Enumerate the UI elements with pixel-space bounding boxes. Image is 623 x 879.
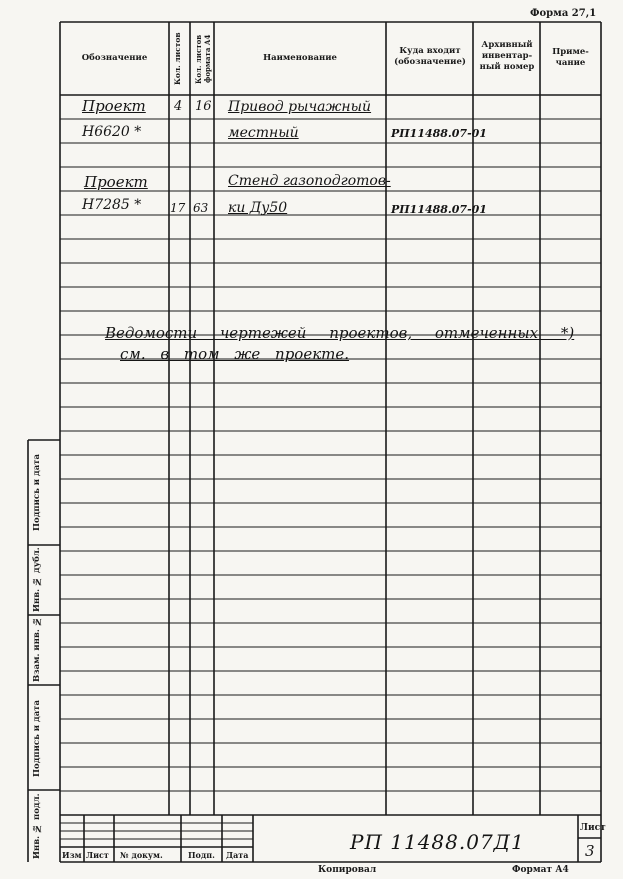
row-4-used-in: РП11488.07-01 xyxy=(391,203,487,216)
stamp-doc-number-label: № докум. xyxy=(120,850,163,860)
stamp-signature-label: Подп. xyxy=(188,850,215,860)
stamp-document-code: РП 11488.07Д1 xyxy=(350,830,525,854)
copied-label: Копировал xyxy=(318,865,377,875)
stamp-date-label: Дата xyxy=(226,850,249,860)
header-designation: Обозначение xyxy=(81,53,148,63)
row-1-name: Привод рычажный xyxy=(228,99,372,115)
side-label-vzam-inv: Взам. инв. № xyxy=(32,616,42,682)
header-note: Приме- чание xyxy=(552,47,589,68)
stamp-izm-label: Изм xyxy=(62,850,82,860)
side-label-sign-date-2: Подпись и дата xyxy=(32,454,42,532)
stamp-sheet-number: 3 xyxy=(585,842,595,860)
header-name: Наименование xyxy=(263,53,337,63)
stamp-list-label: Лист xyxy=(86,850,109,860)
header-sheet-count: Кол. листов xyxy=(173,32,182,86)
row-4-designation: Н7285 * xyxy=(82,197,142,213)
form-label: Форма 27,1 xyxy=(530,8,597,19)
header-used-in: Куда входит (обозначение) xyxy=(394,46,466,67)
row-4-a4: 63 xyxy=(193,201,209,215)
footnote-line-2: см. в том же проекте. xyxy=(120,345,350,363)
stamp-sheet-label: Лист xyxy=(580,823,606,833)
row-4-sheets: 17 xyxy=(170,201,186,215)
row-2-designation: Н6620 * xyxy=(82,124,142,140)
side-label-sign-date-1: Подпись и дата xyxy=(32,699,42,777)
side-label-inv-podl: Инв. № подл. xyxy=(32,793,42,859)
row-2-name: местный xyxy=(228,125,299,141)
format-label: Формат А4 xyxy=(512,865,569,875)
row-1-designation: Проект xyxy=(82,97,146,115)
row-3-name: Стенд газоподготов- xyxy=(228,173,391,189)
footnote-line-1: Ведомости чертежей проектов, отмеченных *) xyxy=(105,324,575,342)
header-archive-number: Архивный инвентар- ный номер xyxy=(479,40,535,72)
side-label-inv-dubl: Инв. № дубл. xyxy=(32,547,42,612)
row-1-a4: 16 xyxy=(195,99,212,114)
row-2-used-in: РП11488.07-01 xyxy=(391,127,487,140)
row-1-sheets: 4 xyxy=(174,99,183,114)
header-a4-count: Кол. листов формата А4 xyxy=(194,34,212,84)
row-3-designation: Проект xyxy=(84,173,148,191)
row-4-name: ки Ду50 xyxy=(228,200,288,216)
